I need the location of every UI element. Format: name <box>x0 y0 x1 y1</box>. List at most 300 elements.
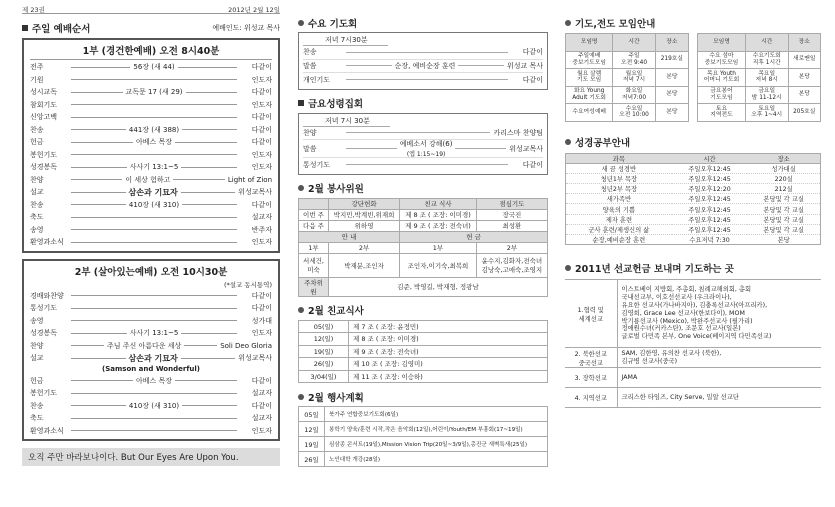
issue-number: 제 23권 <box>22 6 45 14</box>
volunteers-cell: 박재분,조인자 <box>329 253 400 277</box>
study-row <box>566 235 821 245</box>
order-person: 인도자 <box>251 238 272 247</box>
leader-line <box>71 92 123 93</box>
volunteers-cell: 다음 주 <box>299 220 329 231</box>
program-detail-text: 예베소서 강해(6) <box>399 140 453 148</box>
mission-row <box>565 348 821 368</box>
program-label: 찬송 <box>303 48 317 57</box>
groups-col-header: 시간 <box>745 34 788 52</box>
order-row <box>30 412 272 425</box>
leader-line <box>186 92 238 93</box>
volunteers-cell: 박지민,박계빈,위재희 <box>329 209 400 220</box>
order-label: 참회기도 <box>30 100 58 109</box>
groups-col-header: 시간 <box>613 34 655 52</box>
groups-table-right <box>697 33 821 122</box>
leader-line <box>181 192 236 193</box>
leader-line <box>71 142 133 143</box>
mission-row <box>565 368 821 388</box>
order-person: 다같이 <box>251 304 272 313</box>
volunteers-col-header <box>299 198 329 209</box>
order-person: 위성교목사 <box>238 188 272 197</box>
study-col-header: 장소 <box>747 153 820 163</box>
leader-line <box>346 65 392 66</box>
leader-line <box>346 164 508 165</box>
volunteers-row <box>299 253 548 277</box>
program-row <box>303 127 543 141</box>
fellowship-date: 12(일) <box>299 333 349 346</box>
program-detail-text: 순장, 예비순장 훈련 <box>394 61 456 70</box>
order-label: 설교 <box>30 354 44 363</box>
square-bullet-icon <box>22 25 28 31</box>
group-row <box>698 69 821 87</box>
group-cell: 화요 Young Adult 기도회 <box>566 86 613 104</box>
study-row <box>566 163 821 173</box>
order-row <box>30 186 272 199</box>
group-cell: 본당 <box>788 69 821 87</box>
fellowship-row <box>299 370 548 383</box>
study-cell: 제자 훈련 <box>566 214 672 224</box>
order-label: 찬양 <box>30 341 44 350</box>
groups-col-header: 장소 <box>655 34 688 52</box>
study-row <box>566 173 821 183</box>
fellowship-team: 제 7 조 ( 조장: 윤정민) <box>349 320 548 333</box>
leader-line <box>184 345 217 346</box>
study-cell: 본당및 각 교실 <box>747 224 820 234</box>
order-row <box>30 174 272 187</box>
mission-recipients: SAM, 김한영, 유의찬 선교사 (북한), 김규병 선교사(중국) <box>617 348 821 368</box>
volunteers-header-row <box>299 198 548 209</box>
study-cell: 본당및 각 교실 <box>747 194 820 204</box>
top-bar <box>22 0 280 14</box>
order-row <box>30 375 272 388</box>
leader-line <box>181 358 236 359</box>
leader-line <box>71 179 122 180</box>
order-detail: 441장 (새 388) <box>128 125 180 134</box>
sermon-english-title: (Samson and Wonderful) <box>102 364 200 373</box>
volunteers-cell: 서세건,미숙 <box>299 253 329 277</box>
leader-line <box>455 148 506 149</box>
order-row <box>30 236 272 249</box>
fellowship-date: 19(일) <box>299 345 349 358</box>
groups-col-header: 모임명 <box>698 34 746 52</box>
study-cell: 주일오후12:45 <box>672 163 748 173</box>
event-day: 12일 <box>299 422 325 437</box>
group-cell: 금요봉어 기도모임 <box>698 86 746 104</box>
circle-bullet-icon <box>298 394 304 400</box>
program-row <box>303 46 543 60</box>
mission-recipients: 크리스한 타임즈, City Serve, 밀알 선교단 <box>617 388 821 408</box>
leader-line <box>178 67 237 68</box>
groups-tables <box>565 33 821 122</box>
leader-line <box>346 79 508 80</box>
program-label: 말씀 <box>303 144 317 153</box>
study-col-header: 과목 <box>566 153 672 163</box>
groups-col-header: 장소 <box>788 34 821 52</box>
order-detail: 아베스 목장 <box>135 138 173 147</box>
study-cell: 순장,예비순장 훈련 <box>566 235 672 245</box>
group-row <box>566 86 689 104</box>
fellowship-row <box>299 345 548 358</box>
leader-line <box>71 358 126 359</box>
missions-table <box>565 279 821 408</box>
volunteers-cell: 제 9 조 ( 조장: 전숙녀) <box>400 220 477 231</box>
order-label: 헌금 <box>30 138 44 147</box>
program-person: 위성교목사 <box>509 144 543 153</box>
group-cell: 본당 <box>655 69 688 87</box>
fellowship-team: 제 8 조 ( 조장: 이미경) <box>349 333 548 346</box>
order-label: 통성기도 <box>30 304 58 313</box>
order-row <box>30 74 272 87</box>
group-cell: 본당 <box>655 86 688 104</box>
study-row <box>566 214 821 224</box>
friday-time: 저녁 7시 30분 <box>303 116 390 127</box>
order-row <box>30 352 272 365</box>
group-cell: 목요일 저녁 8시 <box>745 69 788 87</box>
program-row <box>303 158 543 172</box>
group-cell: 토요일 오후 1~4시 <box>745 104 788 122</box>
group-cell: 수요일 오전 10:00 <box>613 104 655 122</box>
leader-line <box>71 405 126 406</box>
order-label: 송영 <box>30 225 44 234</box>
order-person: 설교자 <box>251 213 272 222</box>
second-service-title: 2부 (살아있는예배) 오전 10시30분 <box>74 266 228 278</box>
volunteers-col-header: 친교 식사 <box>400 198 477 209</box>
study-cell: 220실 <box>747 173 820 183</box>
group-cell: 월요일 저녁 7시 <box>613 69 655 87</box>
program-label: 개인기도 <box>303 75 331 84</box>
offering-header: 헌 금 <box>400 231 548 242</box>
study-cell: 주일오후12:20 <box>672 184 748 194</box>
leader-line <box>71 129 126 130</box>
event-day: 26일 <box>299 452 325 467</box>
volunteers-cell: 최성환 <box>476 220 547 231</box>
order-label: 경배와찬양 <box>30 291 64 300</box>
fellowship-team: 제 10 조 ( 조장: 김영미) <box>349 358 548 371</box>
order-person: 인도자 <box>251 426 272 435</box>
study-table <box>565 153 821 246</box>
leader-line <box>182 204 237 205</box>
mission-category: 1.협력 및 세계선교 <box>565 280 617 348</box>
first-service-rows <box>30 61 272 249</box>
circle-bullet-icon <box>565 20 571 26</box>
order-label: 찬송 <box>30 125 44 134</box>
study-cell: 양육의 기쁨 <box>566 204 672 214</box>
order-label: 찬송 <box>30 401 44 410</box>
service-subheader: 1부 <box>400 242 477 253</box>
leader-line <box>346 148 397 149</box>
program-person: 카리스마 찬양팀 <box>493 128 543 137</box>
service-subheader: 2부 <box>329 242 400 253</box>
study-cell: 본당및 각 교실 <box>747 214 820 224</box>
mission-category: 2. 북한선교 중국선교 <box>565 348 617 368</box>
order-row <box>30 340 272 353</box>
leader-line <box>71 67 130 68</box>
circle-bullet-icon <box>565 265 571 271</box>
order-detail: 아베스 목장 <box>135 376 173 385</box>
order-detail: 56장 (새 44) <box>133 63 175 72</box>
program-person: 다같이 <box>522 160 543 169</box>
fellowship-row <box>299 320 548 333</box>
order-person: Light of Zion <box>227 175 273 184</box>
leader-line <box>71 154 237 155</box>
wednesday-time: 저녁 7시30분 <box>303 35 388 46</box>
fellowship-row <box>299 333 548 346</box>
events-heading: 2월 행사계획 <box>298 390 548 403</box>
order-person: 다같이 <box>251 125 273 134</box>
leader-line <box>71 393 237 394</box>
volunteers-row <box>299 209 548 220</box>
leader-line <box>346 52 508 53</box>
order-person: 다같이 <box>251 376 273 385</box>
order-detail: 사사기 13:1~5 <box>129 329 179 338</box>
event-text: 봉학기 양육/훈련 시작,작은 음악회(12일),어린이/Youth/EM 부흥회(17~19일) <box>325 422 548 437</box>
order-label: 찬송 <box>30 200 44 209</box>
leader-line <box>71 320 237 321</box>
order-row <box>30 86 272 99</box>
leader-line <box>71 333 127 334</box>
order-detail: 410장 (새 310) <box>128 401 180 410</box>
program-row <box>303 60 543 74</box>
wednesday-box <box>298 32 548 90</box>
fellowship-date: 3/04(일) <box>299 370 349 383</box>
events-table <box>298 406 548 467</box>
study-col-header: 시간 <box>672 153 748 163</box>
event-text: 노인대학 개강(28일) <box>325 452 548 467</box>
motto-banner: 오직 주만 바라보나이다. But Our Eyes Are Upon You. <box>22 448 280 466</box>
order-row <box>30 224 272 237</box>
study-cell: 주일오후12:45 <box>672 214 748 224</box>
circle-bullet-icon <box>298 185 304 191</box>
circle-bullet-icon <box>298 307 304 313</box>
group-cell: 주일 오전 9:40 <box>613 51 655 69</box>
order-person: 설교자 <box>251 389 272 398</box>
order-row <box>30 387 272 400</box>
order-person: 다같이 <box>251 200 273 209</box>
program-person: 다같이 <box>522 75 543 84</box>
mission-category: 4. 지역선교 <box>565 388 617 408</box>
group-cell: 새로맨일 <box>788 51 821 69</box>
leader-line <box>458 65 504 66</box>
order-detail: 교독문 17 (새 29) <box>125 88 183 97</box>
volunteers-cell: 위하영 <box>329 220 400 231</box>
leader-line <box>181 333 237 334</box>
order-row <box>30 161 272 174</box>
order-person: 다같이 <box>251 291 272 300</box>
order-person: 위성교목사 <box>238 354 272 363</box>
order-person: Soli Deo Gloria <box>220 341 273 350</box>
leader-line <box>182 405 237 406</box>
group-cell: 본당 <box>655 104 688 122</box>
volunteers-cell: 이번 주 <box>299 209 329 220</box>
fellowship-row <box>299 358 548 371</box>
leader-line <box>71 79 237 80</box>
volunteers-cell: 조인자,이기숙,최복희 <box>400 253 477 277</box>
fellowship-date: 05(일) <box>299 320 349 333</box>
group-cell: 금요일 밤 11-12시 <box>745 86 788 104</box>
order-row <box>30 111 272 124</box>
friday-box <box>298 113 548 175</box>
friday-heading: 금요성령집회 <box>298 97 548 110</box>
volunteers-heading: 2월 봉사위원 <box>298 182 548 195</box>
order-label: 송영 <box>30 316 44 325</box>
study-cell: 주일오후12:45 <box>672 224 748 234</box>
leader-line <box>71 242 237 243</box>
order-row <box>30 61 272 74</box>
volunteers-table <box>298 198 548 297</box>
leader-line <box>71 418 237 419</box>
order-detail: 사사기 13:1~5 <box>129 163 179 172</box>
order-detail: 주님 주신 아름다운 세상 <box>106 341 182 350</box>
group-row <box>698 86 821 104</box>
study-cell: 청년1부 목장 <box>566 173 672 183</box>
volunteers-col-header: 강단헌화 <box>329 198 400 209</box>
groups-header-row <box>566 34 689 52</box>
study-cell: 본당및 각 교실 <box>747 204 820 214</box>
study-cell: 청년2부 목장 <box>566 184 672 194</box>
order-label: 봉헌기도 <box>30 150 58 159</box>
order-row <box>30 327 272 340</box>
worship-leader: 예배인도: 위성교 목사 <box>212 23 280 32</box>
order-person: 설교자 <box>251 414 272 423</box>
program-label: 찬양 <box>303 128 317 137</box>
group-cell: 수요여성예배 <box>566 104 613 122</box>
order-person: 인도자 <box>251 150 272 159</box>
fellowship-date: 26(일) <box>299 358 349 371</box>
study-cell: 수요저녁 7:30 <box>672 235 748 245</box>
volunteers-subheader-row <box>299 242 548 253</box>
study-row <box>566 224 821 234</box>
group-cell: 화요일 저녁7:00 <box>613 86 655 104</box>
study-cell: 새 끔 성경반 <box>566 163 672 173</box>
leader-line <box>71 295 237 296</box>
study-header-row <box>566 153 821 163</box>
order-row <box>30 400 272 413</box>
info-column <box>565 0 821 507</box>
order-person: 성가대 <box>251 316 272 325</box>
groups-heading: 기도,전도 모임안내 <box>565 16 821 29</box>
leader-line <box>346 132 490 133</box>
order-detail: 이 세상 험하고 <box>125 175 171 184</box>
leader-line <box>71 204 126 205</box>
group-cell: 월요 살렘 기도 모임 <box>566 69 613 87</box>
order-row <box>30 211 272 224</box>
worship-heading: 주일 예배순서 예배인도: 위성교 목사 <box>22 21 280 34</box>
group-cell: 수요 섬마 중보기도모임 <box>698 51 746 69</box>
missions-heading: 2011년 선교헌금 보내며 기도하는 곳 <box>565 261 821 274</box>
fellowship-team: 제 11 조 ( 조장: 이승하) <box>349 370 548 383</box>
order-label: 축도 <box>30 213 44 222</box>
mission-row <box>565 280 821 348</box>
fellowship-team: 제 9 조 ( 조장: 전숙녀) <box>349 345 548 358</box>
wednesday-heading: 수요 기도회 <box>298 16 548 29</box>
leader-line <box>71 380 133 381</box>
order-label: 축도 <box>30 414 44 423</box>
program-detail <box>395 61 456 71</box>
second-service-box <box>22 259 280 442</box>
event-day: 05일 <box>299 407 325 422</box>
group-cell: 주일예배 중보기도모임 <box>566 51 613 69</box>
program-row <box>303 140 543 158</box>
group-cell: 토요 지역전도 <box>698 104 746 122</box>
order-label: 성시교독 <box>30 88 58 97</box>
group-cell: 수요기도회 직후 1시간 <box>745 51 788 69</box>
groups-header-row <box>698 34 821 52</box>
order-label: 환영과소식 <box>30 238 64 247</box>
leader-line <box>71 117 237 118</box>
group-row <box>566 104 689 122</box>
program-label: 통성기도 <box>303 160 331 169</box>
order-person: 다같이 <box>251 113 272 122</box>
parking-label: 주차위원 <box>299 277 329 296</box>
study-cell: 새가족반 <box>566 194 672 204</box>
event-text: 북가주 연합중보기도회(6일) <box>325 407 548 422</box>
service-subheader: 1부 <box>299 242 329 253</box>
order-row <box>30 124 272 137</box>
order-label: 헌금 <box>30 376 44 385</box>
order-detail: 삼손과 기묘자 <box>128 187 178 197</box>
fellowship-heading: 2월 친교식사 <box>298 304 548 317</box>
order-label: 봉헌기도 <box>30 389 58 398</box>
order-row <box>30 136 272 149</box>
study-heading: 성경공부안내 <box>565 136 821 149</box>
leader-line <box>71 192 126 193</box>
leader-line <box>182 129 237 130</box>
program-row <box>303 73 543 87</box>
order-detail: 삼손과 기묘자 <box>128 353 178 363</box>
groups-table-left <box>565 33 689 122</box>
volunteers-header-row <box>299 231 548 242</box>
study-row <box>566 184 821 194</box>
parking-row <box>299 277 548 296</box>
order-row <box>30 290 272 303</box>
order-label: 기원 <box>30 75 44 84</box>
order-person: 인도자 <box>251 329 272 338</box>
circle-bullet-icon <box>565 139 571 145</box>
mission-recipients: 이스트베이 지방회, 주총회, 침례교해외회, 총회 국내선교부, 이호선선교사 (우크라이나), 유요한 선교사(가나바지아), 김충록선교사(아프리카), 김영희, Grace Lee 선교사(한보다이), MOM 박기룡선교사 (Mexico), 박완주선교사 (필가리) 정애원수녀(커카스탄), 조문호 선교사(일본) 글로벌 다민족 본부, One Voice(베이지역 다민족선교) <box>617 280 821 348</box>
group-cell: 219호실 <box>655 51 688 69</box>
interpretation-note: (*설교 동시통역) <box>223 280 272 289</box>
order-detail: 410장 (새 310) <box>128 200 180 209</box>
event-row <box>299 407 548 422</box>
study-row <box>566 204 821 214</box>
order-person: 다같이 <box>251 88 272 97</box>
leader-line <box>181 167 237 168</box>
study-cell: 주일오후12:45 <box>672 204 748 214</box>
event-day: 19일 <box>299 437 325 452</box>
order-row <box>30 149 272 162</box>
first-service-title: 1부 (경건한예배) 오전 8시40분 <box>30 42 272 60</box>
scripture-ref: (엡 1:15~19) <box>406 151 446 158</box>
group-row <box>566 51 689 69</box>
group-row <box>698 51 821 69</box>
leader-line <box>71 308 237 309</box>
first-service-box <box>22 38 280 253</box>
leader-line <box>173 179 224 180</box>
program-detail <box>400 139 453 158</box>
group-cell: 목요 Youth 어머니 기도회 <box>698 69 746 87</box>
leader-line <box>175 380 237 381</box>
event-text: 심삼종 콘서트(19일),Mission Vision Trip(20일~3/9일),총진군 새벽특새(25일) <box>325 437 548 452</box>
order-row <box>30 315 272 328</box>
order-row <box>30 302 272 315</box>
order-person: 인도자 <box>251 163 272 172</box>
order-label: 신앙고백 <box>30 113 58 122</box>
study-cell: 군사 훈련/제생신의 삶 <box>566 224 672 234</box>
mission-recipients: JAMA <box>617 368 821 388</box>
mission-row <box>565 388 821 408</box>
usher-header: 안 내 <box>299 231 400 242</box>
leader-line <box>71 104 237 105</box>
